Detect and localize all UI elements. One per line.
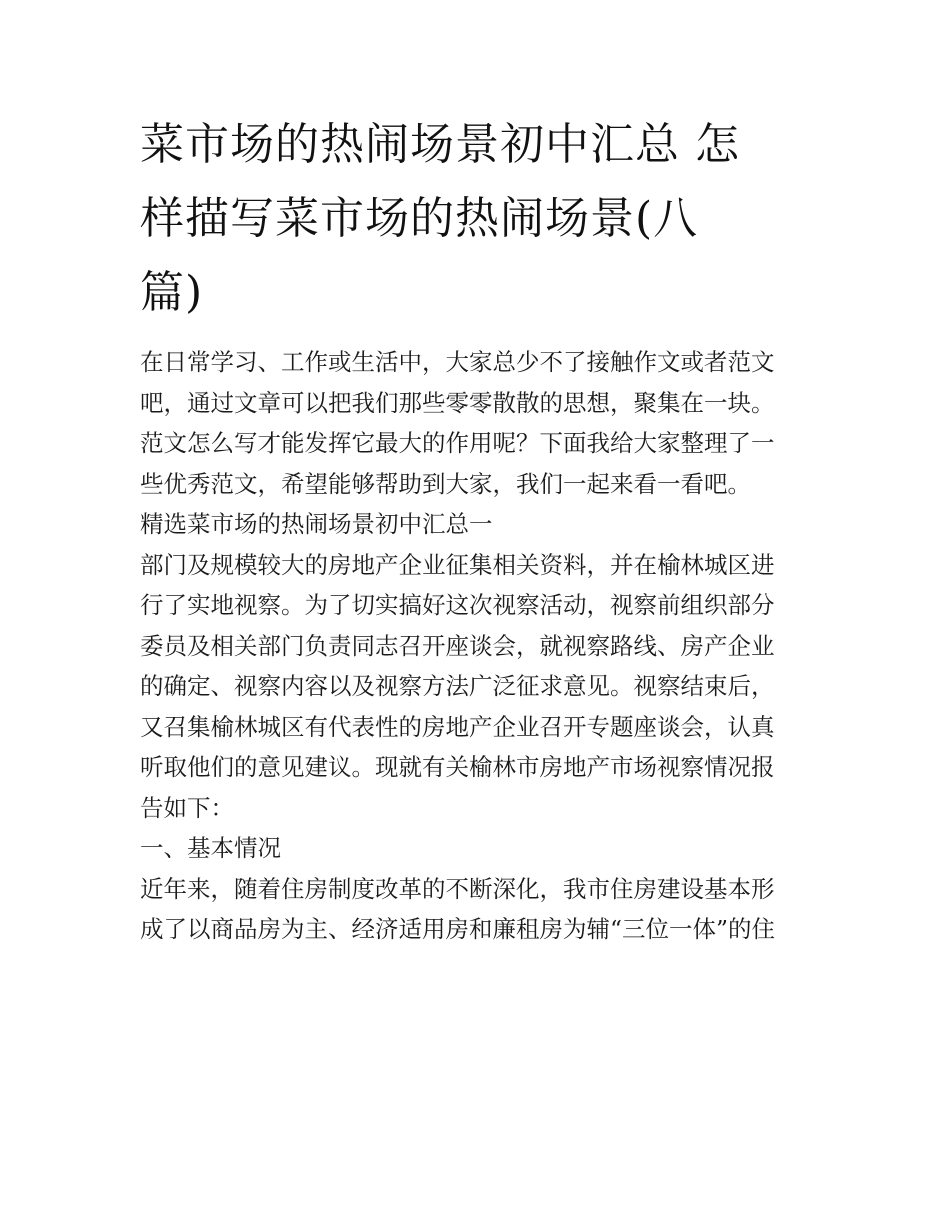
title-line: 篇) [140, 267, 204, 318]
paragraph-line: 成了以商品房为主、经济适用房和廉租房为辅“三位一体”的住 [140, 915, 776, 943]
intro-line: 在日常学习、工作或生活中，大家总少不了接触作文或者范文 [140, 348, 775, 376]
intro-line: 吧，通过文章可以把我们那些零零散散的思想，聚集在一块。 [140, 388, 775, 417]
paragraph-line: 告如下： [140, 793, 234, 822]
subsection-heading: 一、基本情况 [140, 834, 281, 862]
paragraph-line: 的确定、视察内容以及视察方法广泛征求意见。视察结束后， [140, 672, 775, 700]
document-body [140, 342, 812, 950]
title-line: 样描写菜市场的热闹场景(八 [140, 193, 699, 244]
paragraph-line: 委员及相关部门负责同志召开座谈会，就视察路线、房产企业 [140, 631, 775, 660]
document-title [140, 108, 812, 330]
paragraph-line: 又召集榆林城区有代表性的房地产企业召开专题座谈会，认真 [140, 712, 775, 741]
document-page [140, 108, 812, 950]
paragraph-line: 听取他们的意见建议。现就有关榆林市房地产市场视察情况报 [140, 753, 775, 781]
paragraph-line: 部门及规模较大的房地产企业征集相关资料，并在榆林城区进 [140, 550, 775, 579]
section-heading: 精选菜市场的热闹场景初中汇总一 [140, 510, 493, 538]
intro-line: 些优秀范文，希望能够帮助到大家，我们一起来看一看吧。 [140, 469, 751, 498]
paragraph-line: 行了实地视察。为了切实搞好这次视察活动，视察前组织部分 [140, 591, 775, 619]
paragraph-line: 近年来，随着住房制度改革的不断深化，我市住房建设基本形 [140, 874, 775, 903]
intro-line: 范文怎么写才能发挥它最大的作用呢？下面我给大家整理了一 [140, 429, 775, 457]
title-line: 菜市场的热闹场景初中汇总 怎 [140, 119, 740, 170]
